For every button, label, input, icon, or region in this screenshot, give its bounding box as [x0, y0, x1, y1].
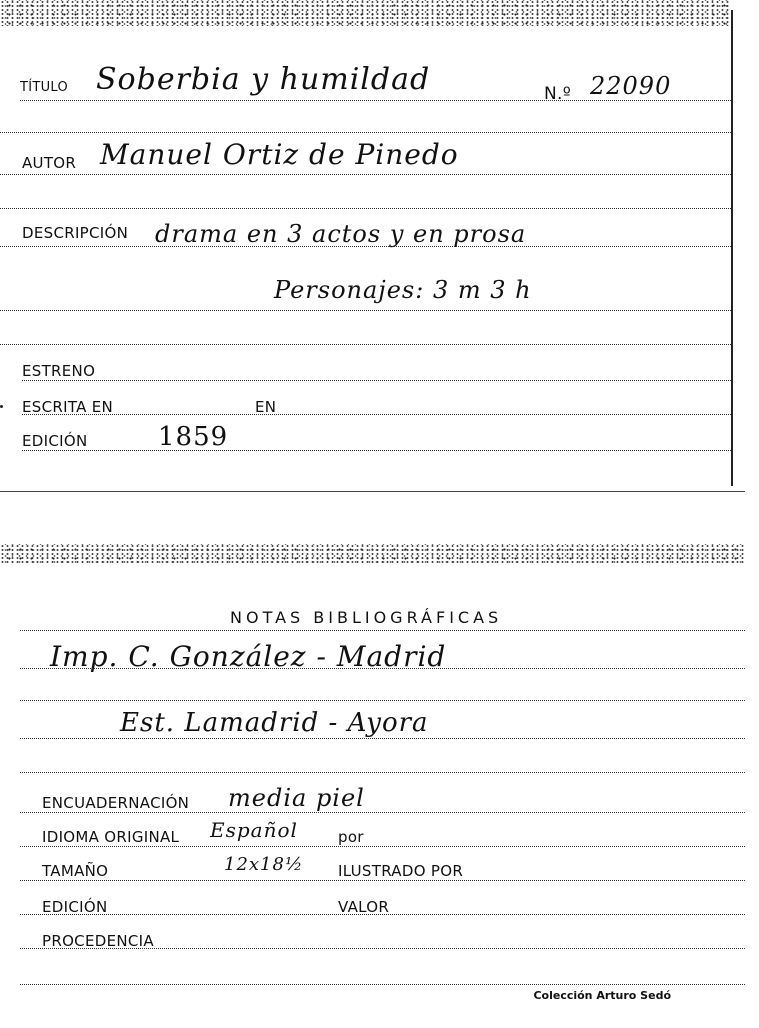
ruled-line — [0, 208, 731, 209]
tamano-line — [20, 880, 745, 881]
descripcion-value: drama en 3 actos y en prosa — [155, 220, 527, 248]
procedencia-label: PROCEDENCIA — [42, 932, 154, 950]
encuadernacion-value: media piel — [228, 784, 365, 812]
idioma-label: IDIOMA ORIGINAL — [42, 828, 180, 846]
procedencia-line — [20, 948, 745, 949]
edicion-label: EDICIÓN — [22, 432, 88, 450]
tamano-label: TAMAÑO — [42, 862, 109, 880]
tamano-value: 12x18½ — [224, 854, 304, 875]
ruled-line — [0, 310, 731, 311]
descripcion-label: DESCRIPCIÓN — [22, 224, 129, 242]
card-top-edge — [0, 544, 745, 564]
edicion-back-line — [20, 914, 745, 915]
valor-label: VALOR — [338, 898, 390, 916]
descripcion-line — [0, 246, 731, 247]
autor-value: Manuel Ortiz de Pinedo — [100, 138, 459, 171]
nota-1: Imp. C. González - Madrid — [50, 640, 447, 673]
idioma-value: Español — [210, 818, 298, 842]
por-label: por — [338, 828, 364, 846]
estreno-label: ESTRENO — [22, 362, 96, 380]
en-label: EN — [255, 398, 277, 416]
ruled-line — [20, 700, 745, 701]
ruled-line — [20, 772, 745, 773]
escrita-en-label: ESCRITA EN — [22, 398, 114, 416]
ruled-line — [20, 984, 745, 985]
catalog-card-front — [0, 10, 733, 486]
punch-mark — [0, 405, 3, 408]
titulo-line — [20, 100, 731, 101]
ruled-line — [20, 668, 745, 669]
ruled-line — [0, 344, 731, 345]
autor-line — [0, 174, 731, 175]
escrita-line — [22, 414, 731, 415]
numero-label: N.º — [544, 84, 572, 104]
edicion-back-label: EDICIÓN — [42, 898, 108, 916]
autor-label: AUTOR — [22, 154, 77, 172]
encuadernacion-line — [20, 812, 745, 813]
ilustrado-label: ILUSTRADO POR — [338, 862, 464, 880]
notas-title: NOTAS BIBLIOGRÁFICAS — [230, 608, 503, 627]
card-separator — [0, 491, 745, 492]
catalog-card-back — [0, 548, 745, 1018]
ruled-line — [20, 630, 745, 631]
numero-value: 22090 — [590, 72, 672, 100]
edicion-line — [22, 450, 731, 451]
titulo-label: TÍTULO — [20, 80, 69, 95]
nota-2: Est. Lamadrid - Ayora — [120, 708, 429, 738]
encuadernacion-label: ENCUADERNACIÓN — [42, 794, 190, 812]
estreno-line — [22, 380, 731, 381]
card-top-edge — [0, 0, 731, 26]
ruled-line — [20, 738, 745, 739]
collection-credit: Colección Arturo Sedó — [533, 989, 671, 1002]
edicion-value: 1859 — [158, 422, 229, 452]
ruled-line — [0, 132, 731, 133]
personajes-value: Personajes: 3 m 3 h — [274, 276, 532, 304]
idioma-line — [20, 846, 745, 847]
titulo-value: Soberbia y humildad — [96, 62, 431, 97]
